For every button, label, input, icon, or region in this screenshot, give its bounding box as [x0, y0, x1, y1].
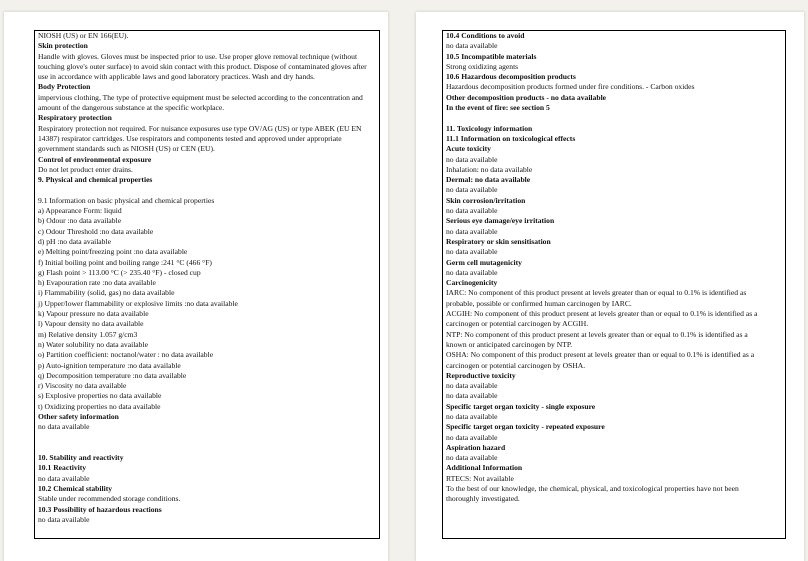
- text-line: [38, 443, 376, 453]
- text-line: g) Flash point > 113.00 °C (> 235.40 °F) - closed cup: [38, 267, 201, 277]
- text-line: known or anticipated carcinogen by NTP.: [446, 339, 573, 349]
- text-line: no data available: [446, 206, 498, 216]
- text-line: e) Melting point/freezing point :no data available: [38, 247, 188, 257]
- text-line: [38, 433, 376, 443]
- text-line: To the best of our knowledge, the chemical, physical, and toxicological properties have not been: [446, 484, 739, 494]
- text-line: amount of the dangerous substance at the specific workplace.: [38, 103, 225, 113]
- text-line: i) Flammability (solid, gas) no data available: [38, 288, 175, 298]
- text-line: probable, possible or confirmed human carcinogen by IARC.: [446, 298, 632, 308]
- text-line: carcinogen or potential carcinogen by ACGIH.: [446, 319, 589, 329]
- document-page-right: [416, 12, 804, 561]
- section-heading: 10.5 Incompatible materials: [446, 51, 537, 61]
- text-line: p) Auto-ignition temperature :no data available: [38, 360, 181, 370]
- section-heading: Additional Information: [446, 463, 523, 473]
- section-heading: Specific target organ toxicity - single exposure: [446, 401, 596, 411]
- section-heading: 10.1 Reactivity: [38, 463, 87, 473]
- section-heading: 10. Stability and reactivity: [38, 453, 124, 463]
- section-heading: Germ cell mutagenicity: [446, 257, 522, 267]
- text-line: 9.1 Information on basic physical and chemical properties: [38, 195, 215, 205]
- text-line: Stable under recommended storage conditions.: [38, 494, 181, 504]
- text-line: thoroughly investigated.: [446, 494, 520, 504]
- text-line: j) Upper/lower flammability or explosive limits :no data available: [38, 298, 238, 308]
- text-line: l) Vapour density no data available: [38, 319, 144, 329]
- section-heading: Carcinogenicity: [446, 278, 498, 288]
- text-line: government standards such as NIOSH (US) or CEN (EU).: [38, 144, 215, 154]
- section-heading: Acute toxicity: [446, 144, 491, 154]
- text-line: NIOSH (US) or EN 166(EU).: [38, 31, 129, 40]
- section-heading: 11.1 Information on toxicological effects: [446, 133, 576, 143]
- text-line: no data available: [446, 411, 498, 421]
- text-line: no data available: [446, 247, 498, 257]
- text-line: q) Decomposition temperature :no data available: [38, 370, 187, 380]
- text-line: ACGIH: No component of this product present at levels greater than or equal to 0.1% is identified as a: [446, 309, 758, 319]
- section-heading: Dermal: no data available: [446, 175, 531, 185]
- section-heading: Other safety information: [38, 411, 119, 421]
- section-heading: Specific target organ toxicity - repeated exposure: [446, 422, 605, 432]
- text-line: RTECS: Not available: [446, 473, 514, 483]
- text-line: use in accordance with applicable laws and good laboratory practices. Wash and dry hands.: [38, 72, 315, 82]
- section-heading: Reproductive toxicity: [446, 370, 516, 380]
- text-line: Hazardous decomposition products formed under fire conditions. - Carbon oxides: [446, 82, 695, 92]
- section-heading: 10.2 Chemical stability: [38, 484, 113, 494]
- text-line: Strong oxidizing agents: [446, 61, 519, 71]
- text-line: touching glove's outer surface) to avoid skin contact with this product. Dispose of contaminated gloves after: [38, 61, 367, 71]
- text-line: Respiratory protection not required. For nuisance exposures use type OV/AG (US) or type ABEK (EU EN: [38, 123, 362, 133]
- text-line: no data available: [446, 154, 498, 164]
- text-line: carcinogen or potential carcinogen by OSHA.: [446, 360, 586, 370]
- text-line: no data available: [446, 185, 498, 195]
- text-line: no data available: [446, 267, 498, 277]
- left-page-content: [35, 31, 379, 525]
- text-line: NTP: No component of this product present at levels greater than or equal to 0.1% is identified as a: [446, 329, 748, 339]
- text-line: k) Vapour pressure no data available: [38, 309, 149, 319]
- text-line: no data available: [446, 41, 498, 51]
- text-line: 14387) respirator cartridges. Use respirators and components tested and approved under appropriate: [38, 133, 342, 143]
- text-line: r) Viscosity no data available: [38, 381, 127, 391]
- section-heading: Control of environmental exposure: [38, 154, 152, 164]
- section-heading: 10.3 Possibility of hazardous reactions: [38, 504, 162, 514]
- section-heading: Other decomposition products - no data available: [446, 92, 607, 102]
- text-line: no data available: [38, 473, 90, 483]
- text-line: no data available: [38, 422, 90, 432]
- text-line: b) Odour :no data available: [38, 216, 122, 226]
- text-line: impervious clothing, The type of protective equipment must be selected according to the concentration and: [38, 92, 363, 102]
- section-heading: Skin corrosion/irritation: [446, 195, 526, 205]
- text-line: Inhalation: no data available: [446, 164, 533, 174]
- text-line: OSHA: No component of this product present at levels greater than or equal to 0.1% is identified as a: [446, 350, 755, 360]
- section-heading: Respiratory protection: [38, 113, 112, 123]
- text-line: no data available: [446, 432, 498, 442]
- section-heading: In the event of fire: see section 5: [446, 103, 550, 113]
- section-heading: 10.6 Hazardous decomposition products: [446, 72, 576, 82]
- text-line: no data available: [38, 514, 90, 524]
- text-line: m) Relative density 1.057 g/cm3: [38, 329, 138, 339]
- text-line: IARC: No component of this product present at levels greater than or equal to 0.1% is identified as: [446, 288, 747, 298]
- section-heading: 10.4 Conditions to avoid: [446, 31, 525, 40]
- text-line: n) Water solubility no data available: [38, 339, 148, 349]
- text-line: no data available: [446, 391, 498, 401]
- section-heading: Respiratory or skin sensitisation: [446, 236, 551, 246]
- section-heading: Serious eye damage/eye irritation: [446, 216, 555, 226]
- text-line: no data available: [446, 381, 498, 391]
- text-line: s) Explosive properties no data available: [38, 391, 162, 401]
- section-heading: Skin protection: [38, 41, 88, 51]
- section-heading: Body Protection: [38, 82, 91, 92]
- text-line: [38, 185, 376, 195]
- section-heading: 9. Physical and chemical properties: [38, 175, 153, 185]
- text-line: no data available: [446, 453, 498, 463]
- text-line: o) Partition coefficient: noctanol/water : no data available: [38, 350, 214, 360]
- section-heading: Aspiration hazard: [446, 442, 506, 452]
- text-line: h) Evapouration rate :no data available: [38, 278, 156, 288]
- text-line: t) Oxidizing properties no data available: [38, 401, 161, 411]
- page-border-left: [34, 30, 380, 539]
- text-line: c) Odour Threshold :no data available: [38, 226, 154, 236]
- text-line: Do not let product enter drains.: [38, 164, 133, 174]
- text-line: a) Appearance Form: liquid: [38, 206, 122, 216]
- text-line: [446, 113, 782, 123]
- document-page-left: [4, 12, 388, 561]
- text-line: d) pH :no data available: [38, 236, 111, 246]
- page-border-right: [442, 30, 786, 539]
- text-line: Handle with gloves. Gloves must be inspected prior to use. Use proper glove removal technique (without: [38, 51, 358, 61]
- right-page-content: [443, 31, 785, 505]
- section-heading: 11. Toxicology information: [446, 123, 533, 133]
- text-line: no data available: [446, 226, 498, 236]
- text-line: f) Initial boiling point and boiling range :241 °C (466 °F): [38, 257, 212, 267]
